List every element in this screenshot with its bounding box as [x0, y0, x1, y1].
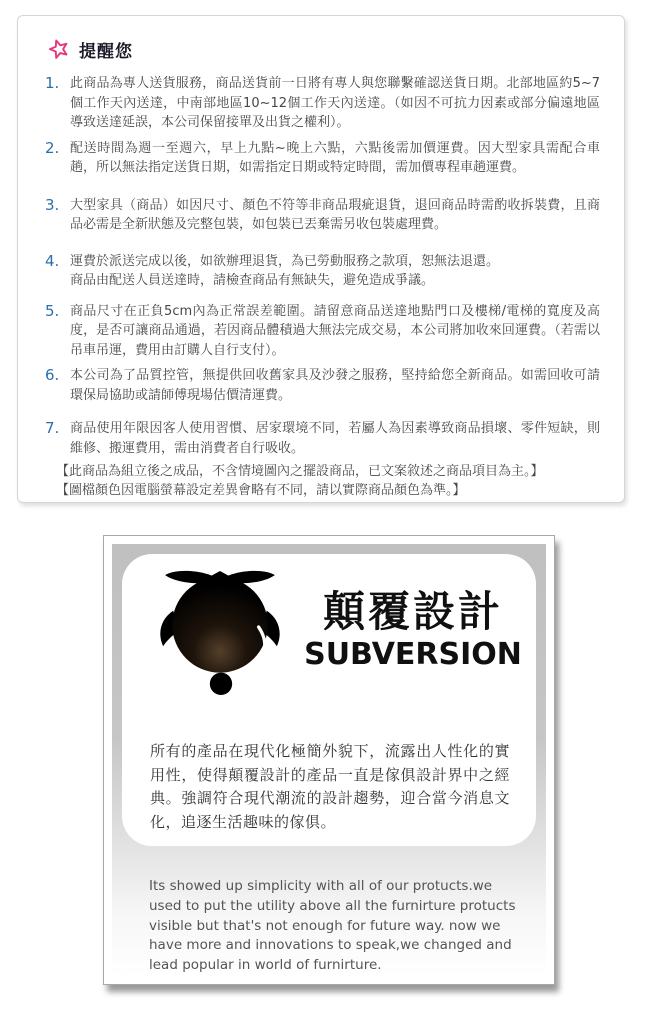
notice-header	[48, 38, 600, 60]
notice-item-1	[42, 74, 600, 133]
notice-item-text: 配送時間為週一至週六，早上九點~晚上六點，六點後需加價運費。因大型家具需配合車趟，所以無法指定送貨日期，如需指定日期或特定時間，需加價專程車趟運費。	[70, 140, 600, 175]
notice-item-text: 此商品為專人送貨服務，商品送貨前一日將有專人與您聯繫確認送貨日期。北部地區約5~7個工作天內送達，中南部地區10~12個工作天內送達。（如因不可抗力因素或部分偏遠地區導致送達延誤，本公司保留接單及出貨之權利）。	[70, 76, 600, 130]
notice-item-text	[70, 252, 600, 291]
notice-item-7	[42, 419, 600, 458]
brand-names	[290, 586, 536, 672]
brand-panel	[103, 535, 555, 985]
notice-footnotes	[56, 462, 600, 500]
subversion-apple-logo-icon	[158, 568, 284, 696]
notice-item-text: 大型家具（商品）如因尺寸、顏色不符等非商品瑕疵退貨，退回商品時需酌收拆裝費，且商品必需是全新狀態及完整包裝，如包裝已丟棄需另收包裝處理費。	[70, 197, 600, 232]
notice-item-6	[42, 366, 600, 405]
notice-item-number: 6.	[45, 366, 60, 384]
notice-item-2	[42, 139, 600, 178]
star-icon	[48, 38, 70, 60]
brand-card	[122, 554, 536, 846]
brand-panel-gradient-background	[112, 544, 546, 976]
notice-item-text: 商品使用年限因客人使用習慣、居家環境不同，若屬人為因素導致商品損壞、零件短缺，則維修、搬運費用，需由消費者自行吸收。	[70, 421, 600, 456]
notice-item-text-line2: 商品由配送人員送達時，請檢查商品有無缺失，避免造成爭議。	[70, 273, 435, 288]
brand-description-english: Its showed up simplicity with all of our protucts.we used to put the utility above all the furnirture protucts visible but that's not enough for future way. now we have more and innovations to speak,we changed and lead popular in world of furnirture.	[149, 878, 516, 974]
notice-item-3	[42, 196, 600, 235]
notice-item-text: 商品尺寸在正負5cm內為正常誤差範圍。請留意商品送達地點門口及樓梯/電梯的寬度及高度，是否可讓商品通過，若因商品體積過大無法完成交易，本公司將加收來回運費。（若需以吊車吊運，費用由訂購人自行支付）。	[70, 303, 600, 358]
notice-title: 提醒您	[79, 41, 133, 62]
delivery-notice-panel	[17, 15, 625, 503]
notice-item-number: 7.	[45, 419, 60, 437]
notice-item-number: 1.	[45, 74, 60, 92]
notice-item-text-line1: 運費於派送完成以後，如欲辦理退貨，為已勞動服務之款項，恕無法退還。	[70, 253, 500, 269]
notice-item-number: 2.	[45, 138, 60, 157]
brand-description-chinese: 所有的產品在現代化極簡外貌下，流露出人性化的實用性，使得顛覆設計的產品一直是傢俱設計界中之經典。強調符合現代潮流的設計趨勢，迎合當今消息文化，追逐生活趣味的傢俱。	[150, 742, 510, 831]
notice-item-text: 本公司為了品質控管，無提供回收舊家具及沙發之服務，堅持給您全新商品。如需回收可請環保局協助或請師傅現場估價清運費。	[70, 368, 600, 403]
footnote-color: 【圖檔顏色因電腦螢幕設定差異會略有不同，請以實際商品顏色為準。】	[56, 483, 466, 498]
notice-item-5	[42, 302, 600, 361]
notice-item-number: 4.	[45, 251, 60, 270]
notice-item-number: 5.	[45, 301, 60, 320]
brand-name-chinese: 顛覆設計	[322, 587, 503, 636]
footnote-assembly: 【此商品為組立後之成品，不含情境圖內之擺設商品，已文案敘述之商品項目為主。】	[56, 464, 544, 479]
notice-item-4	[42, 252, 600, 291]
brand-name-english: SUBVERSION	[304, 637, 522, 672]
notice-item-number: 3.	[45, 195, 60, 214]
